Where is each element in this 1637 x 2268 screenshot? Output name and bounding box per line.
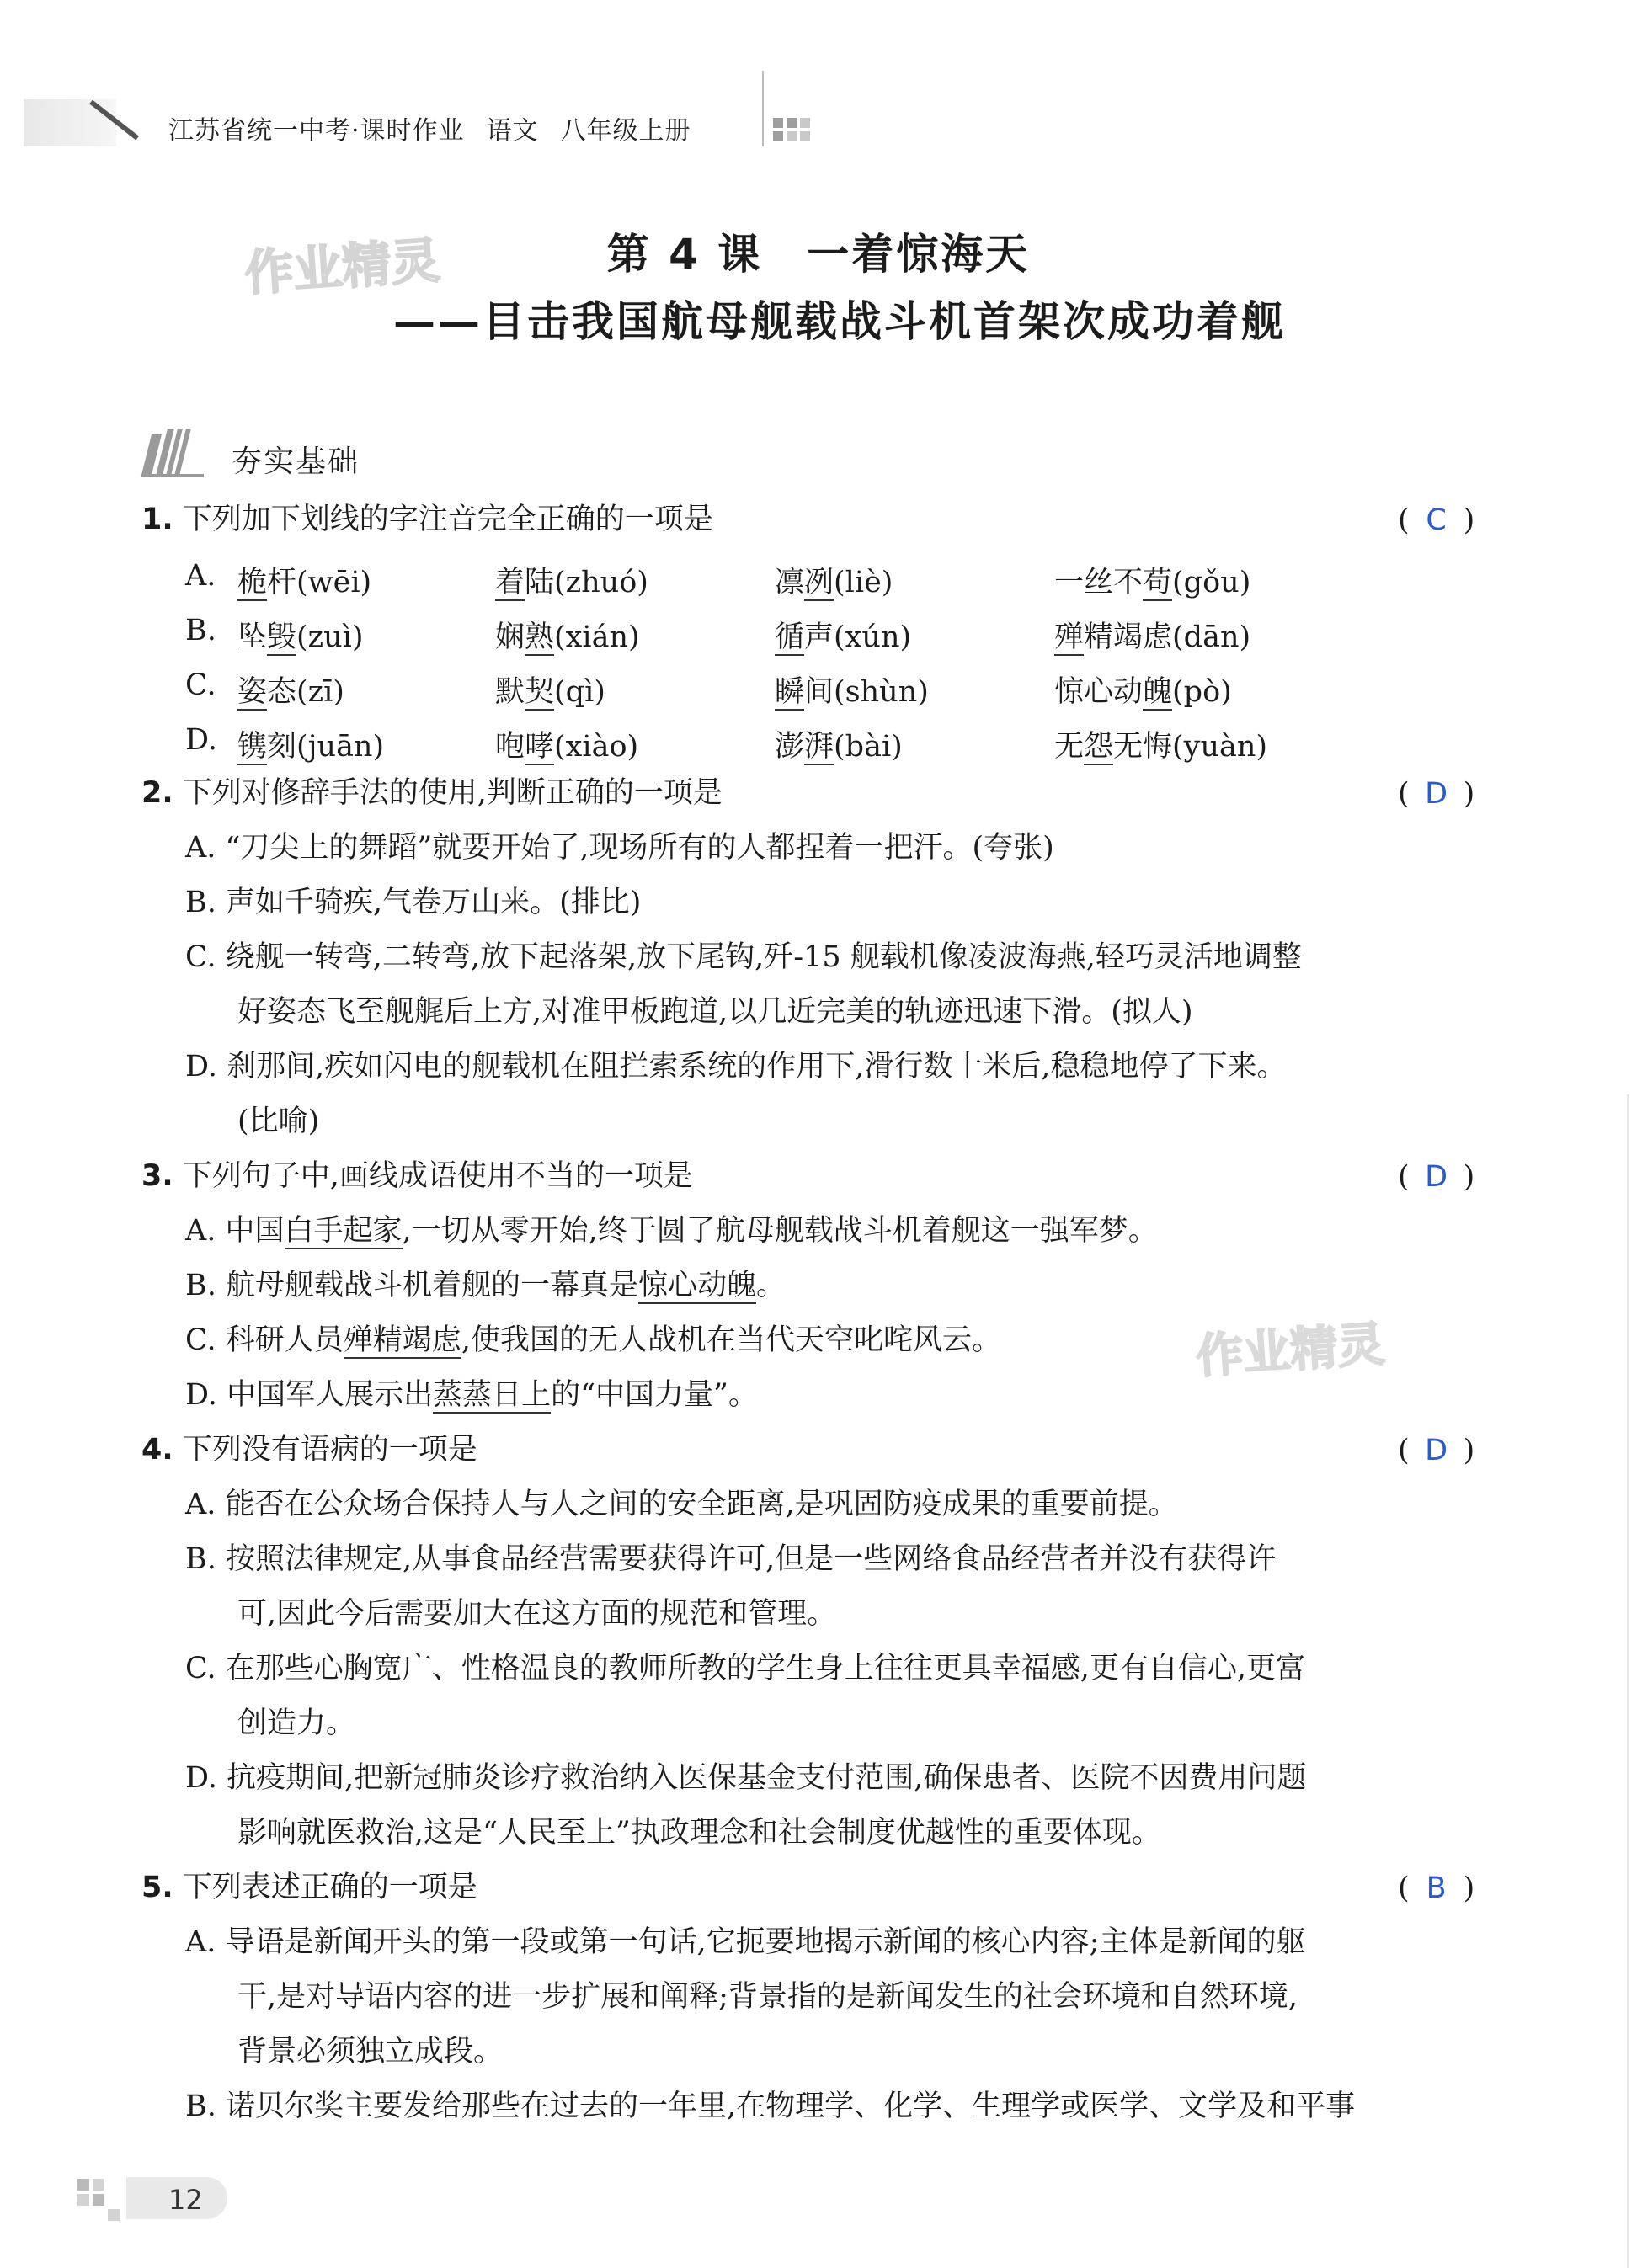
option-word: 姿态(zī) xyxy=(237,675,344,709)
question-number: 2. xyxy=(141,776,173,810)
option-c: C. 科研人员殚精竭虑,使我国的无人战机在当代天空叱咤风云。 xyxy=(185,1323,1001,1357)
answer-4: ( D ) xyxy=(1398,1434,1475,1467)
header-decoration xyxy=(24,99,116,146)
option-label: C. xyxy=(185,668,216,702)
question-number: 1. xyxy=(141,503,173,536)
option-d-line1: D. 刹那间,疾如闪电的舰载机在阻拦索系统的作用下,滑行数十米后,稳稳地停了下来。 xyxy=(185,1050,1287,1083)
question-number: 5. xyxy=(141,1871,173,1904)
option-b: B. 航母舰载战斗机着舰的一幕真是惊心动魄。 xyxy=(185,1269,787,1302)
answer-letter: B xyxy=(1426,1871,1447,1905)
question-number: 4. xyxy=(141,1433,173,1467)
option-a-line2: 干,是对导语内容的进一步扩展和阐释;背景指的是新闻发生的社会环境和自然环境, xyxy=(237,1980,1298,2014)
subject: 语文 xyxy=(486,116,539,146)
option-c-line2: 好姿态飞至舰艉后上方,对准甲板跑道,以几近完美的轨迹迅速下滑。(拟人) xyxy=(237,995,1193,1029)
option-b-line1: B. 诺贝尔奖主要发给那些在过去的一年里,在物理学、化学、生理学或医学、文学及和平事 xyxy=(185,2090,1356,2123)
option-word: 殚精竭虑(dān) xyxy=(1054,620,1251,654)
option-c-line2: 创造力。 xyxy=(237,1706,356,1740)
question-stem: 下列加下划线的字注音完全正确的一项是 xyxy=(182,503,713,536)
option-word: 惊心动魄(pò) xyxy=(1054,675,1232,709)
option-word: 坠毁(zuì) xyxy=(237,620,364,654)
question-1 xyxy=(141,505,713,535)
option-b-line2: 可,因此今后需要加大在这方面的规范和管理。 xyxy=(237,1597,837,1631)
option-word: 默契(qì) xyxy=(495,675,605,709)
option-word: 无怨无悔(yuàn) xyxy=(1054,730,1268,764)
answer-letter: D xyxy=(1425,1434,1448,1467)
question-stem: 下列表述正确的一项是 xyxy=(182,1871,477,1904)
question-stem: 下列句子中,画线成语使用不当的一项是 xyxy=(182,1159,693,1193)
question-4 xyxy=(141,1435,477,1465)
option-d-line2: (比喻) xyxy=(237,1105,320,1138)
answer-letter: C xyxy=(1426,503,1447,537)
option-d-line2: 影响就医救治,这是“人民至上”执政理念和社会制度优越性的重要体现。 xyxy=(237,1816,1161,1850)
grade: 八年级上册 xyxy=(560,116,691,146)
question-5 xyxy=(141,1873,477,1903)
answer-1: ( C ) xyxy=(1398,503,1475,537)
page-edge-shadow xyxy=(1627,1094,1629,2268)
option-label: D. xyxy=(185,723,217,757)
option-a: A. 中国白手起家,一切从零开始,终于圆了航母舰载战斗机着舰这一强军梦。 xyxy=(185,1214,1158,1248)
option-a-line3: 背景必须独立成段。 xyxy=(237,2035,504,2068)
option-word: 循声(xún) xyxy=(775,620,912,654)
answer-3: ( D ) xyxy=(1398,1160,1475,1194)
option-a-line1: A. 导语是新闻开头的第一段或第一句话,它扼要地揭示新闻的核心内容;主体是新闻的躯 xyxy=(185,1925,1306,1959)
answer-letter: D xyxy=(1425,777,1448,811)
option-word: 凛冽(liè) xyxy=(775,566,893,599)
option-word: 着陆(zhuó) xyxy=(495,566,648,599)
answer-2: ( D ) xyxy=(1398,777,1475,811)
option-c-line1: C. 绕舰一转弯,二转弯,放下起落架,放下尾钩,歼-15 舰载机像凌波海燕,轻巧灵活地调整 xyxy=(185,940,1302,974)
option-label: B. xyxy=(185,614,216,647)
running-header xyxy=(168,109,713,146)
option-b: B. 声如千骑疾,气卷万山来。(排比) xyxy=(185,886,642,919)
question-stem: 下列没有语病的一项是 xyxy=(182,1433,477,1467)
question-number: 3. xyxy=(141,1159,173,1193)
option-d: D. 中国军人展示出蒸蒸日上的“中国力量”。 xyxy=(185,1378,758,1412)
lesson-subtitle: ——目击我国航母舰载战斗机首架次成功着舰 xyxy=(393,297,1286,346)
option-b-line1: B. 按照法律规定,从事食品经营需要获得许可,但是一些网络食品经营者并没有获得许 xyxy=(185,1542,1277,1576)
option-word: 一丝不苟(gǒu) xyxy=(1054,566,1251,599)
watermark: 作业精灵 xyxy=(1194,1317,1387,1385)
option-d-line1: D. 抗疫期间,把新冠肺炎诊疗救治纳入医保基金支付范围,确保患者、医院不因费用问题 xyxy=(185,1761,1307,1795)
answer-letter: D xyxy=(1425,1160,1448,1194)
page-number-decoration xyxy=(77,2179,128,2221)
question-2 xyxy=(141,776,723,810)
option-a: A. “刀尖上的舞蹈”就要开始了,现场所有的人都捏着一把汗。(夸张) xyxy=(185,831,1054,865)
option-a: A. 能否在公众场合保持人与人之间的安全距离,是巩固防疫成果的重要前提。 xyxy=(185,1488,1178,1521)
page-number: 12 xyxy=(168,2184,203,2216)
book-icon xyxy=(141,425,209,481)
option-word: 咆哮(xiào) xyxy=(495,730,639,764)
section-title: 夯实基础 xyxy=(232,445,360,479)
option-word: 娴熟(xián) xyxy=(495,620,640,654)
option-c-line1: C. 在那些心胸宽广、性格温良的教师所教的学生身上往往更具幸福感,更有自信心,更富 xyxy=(185,1652,1306,1685)
question-stem: 下列对修辞手法的使用,判断正确的一项是 xyxy=(182,776,723,810)
option-word: 桅杆(wēi) xyxy=(237,566,372,599)
answer-5: ( B ) xyxy=(1398,1871,1475,1905)
option-word: 镌刻(juān) xyxy=(237,730,385,764)
series-title: 江苏省统一中考·课时作业 xyxy=(168,116,465,146)
option-word: 澎湃(bài) xyxy=(775,730,903,764)
option-word: 瞬间(shùn) xyxy=(775,675,929,709)
header-separator xyxy=(762,71,764,146)
option-label: A. xyxy=(185,559,216,593)
question-3 xyxy=(141,1159,693,1193)
lesson-title: 第 4 课 一着惊海天 xyxy=(606,230,1031,279)
header-grid-icon xyxy=(773,118,820,148)
watermark: 作业精灵 xyxy=(243,231,442,302)
